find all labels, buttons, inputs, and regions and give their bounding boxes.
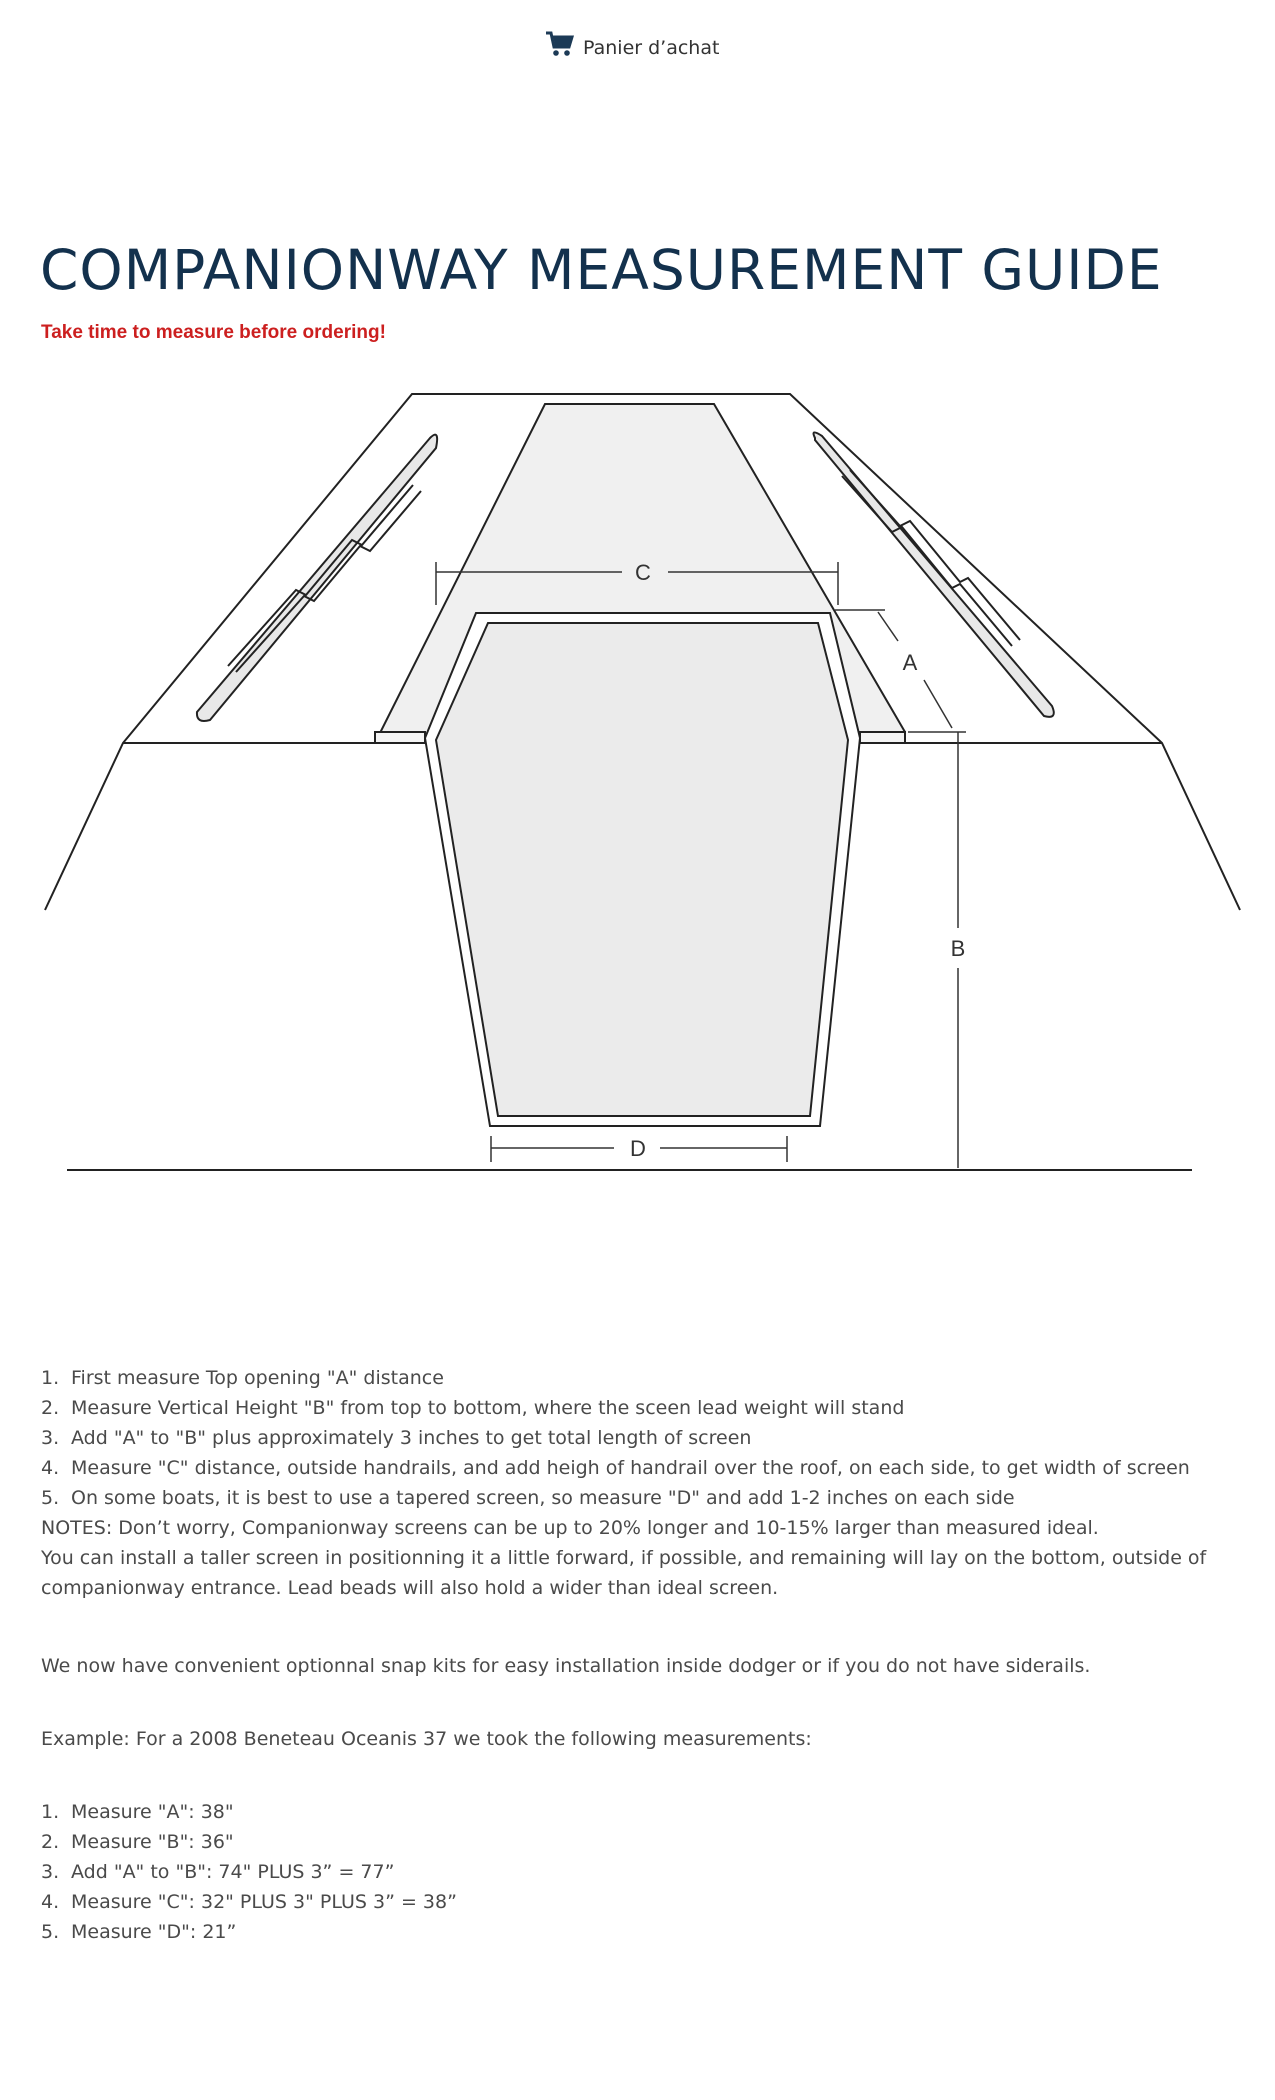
step-text: First measure Top opening "A" distance (71, 1367, 444, 1389)
list-item: 1. Measure "A": 38" (41, 1797, 457, 1827)
list-item: 4. Measure "C": 32" PLUS 3" PLUS 3” = 38” (41, 1887, 457, 1917)
step-text: Measure Vertical Height "B" from top to bottom, where the sceen lead weight will stand (71, 1397, 905, 1419)
list-item: 3. Add "A" to "B" plus approximately 3 inches to get total length of screen (41, 1423, 1221, 1453)
list-item: 5. Measure "D": 21” (41, 1917, 457, 1947)
snap-kits-note: We now have convenient optionnal snap kits for easy installation inside dodger or if you do not have siderails. (41, 1655, 1091, 1677)
measurement-steps (41, 1363, 1221, 1603)
example-text: Measure "D": 21” (71, 1921, 237, 1943)
step-text: Measure "C" distance, outside handrails, and add heigh of handrail over the roof, on each side, to get width of screen (71, 1457, 1190, 1479)
page-title: COMPANIONWAY MEASUREMENT GUIDE (40, 238, 1163, 302)
notes-line: companionway entrance. Lead beads will also hold a wider than ideal screen. (41, 1577, 779, 1599)
label-b: B (950, 936, 966, 961)
example-intro: Example: For a 2008 Beneteau Oceanis 37 we took the following measurements: (41, 1728, 812, 1750)
handrail-ledge-right (860, 732, 905, 743)
example-text: Add "A" to "B": 74" PLUS 3” = 77” (71, 1861, 395, 1883)
list-item: 2. Measure Vertical Height "B" from top to bottom, where the sceen lead weight will stand (41, 1393, 1221, 1423)
example-measurements (41, 1797, 457, 1947)
label-d: D (630, 1136, 646, 1161)
label-c: C (635, 560, 651, 585)
screen-panel (436, 623, 848, 1116)
example-text: Measure "C": 32" PLUS 3" PLUS 3” = 38” (71, 1891, 457, 1913)
list-item: 4. Measure "C" distance, outside handrails, and add heigh of handrail over the roof, on each side, to get width of screen (41, 1453, 1221, 1483)
list-item: 2. Measure "B": 36" (41, 1827, 457, 1857)
notes-line: You can install a taller screen in positionning it a little forward, if possible, and remaining will lay on the bottom, outside of (41, 1547, 1207, 1569)
list-item: 5. On some boats, it is best to use a tapered screen, so measure "D" and add 1-2 inches on each side (41, 1483, 1221, 1513)
handrail-ledge-left (375, 732, 425, 743)
step-text: On some boats, it is best to use a tapered screen, so measure "D" and add 1-2 inches on each side (71, 1487, 1015, 1509)
step-text: Add "A" to "B" plus approximately 3 inches to get total length of screen (71, 1427, 752, 1449)
example-text: Measure "B": 36" (71, 1831, 234, 1853)
list-item: 1. First measure Top opening "A" distance (41, 1363, 1221, 1393)
cart-label: Panier d’achat (583, 37, 720, 59)
notes-line: NOTES: Don’t worry, Companionway screens can be up to 20% longer and 10-15% larger than measured ideal. (41, 1517, 1099, 1539)
example-text: Measure "A": 38" (71, 1801, 234, 1823)
measure-warning: Take time to measure before ordering! (41, 322, 386, 343)
label-a: A (902, 650, 918, 675)
list-item: 3. Add "A" to "B": 74" PLUS 3” = 77” (41, 1857, 457, 1887)
handrail-left (197, 435, 437, 721)
